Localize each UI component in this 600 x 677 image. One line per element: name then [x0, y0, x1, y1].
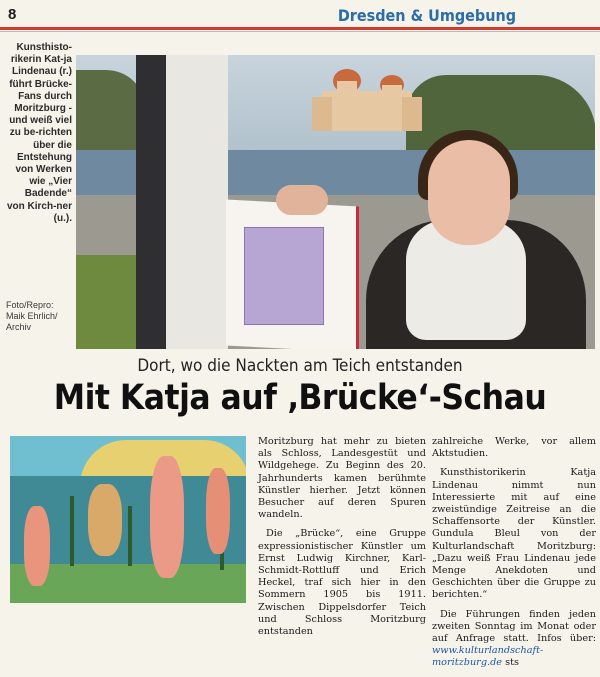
paragraph-text: Die Führungen finden jeden zweiten Sonntag im Monat oder auf Anfrage statt. Infos über: — [432, 608, 596, 645]
photo-credit: Foto/Repro: Maik Ehrlich/ Archiv — [6, 300, 58, 332]
article-subtitle: Dort, wo die Nackten am Teich entstanden — [137, 356, 463, 376]
main-photo — [76, 55, 595, 349]
photo-caption: Kunsthisto-rikerin Kat-ja Lindenau (r.) führt Brücke-Fans durch Moritzburg - und weiß viel zu be-richten über die Entstehung von Werken wie „Vier Badende“ von Kirch-ner (u.). — [6, 42, 72, 224]
header-rule — [0, 27, 600, 30]
paragraph — [432, 609, 596, 670]
article-headline: Mit Katja auf ‚Brücke‘-Schau — [53, 378, 547, 418]
author-initials: sts — [505, 657, 519, 669]
painting-image — [10, 436, 246, 603]
article-column-2 — [258, 436, 426, 645]
paragraph: zahlreiche Werke, vor allem Aktstudien. — [432, 436, 596, 460]
paragraph: Moritzburg hat mehr zu bieten als Schloss, Landesgestüt und Wildgehege. Zu Beginn des 20. Jahrhunderts kamen berühmte Künstler hierher. Jetzt können Besucher auf deren Spuren wandeln. — [258, 436, 426, 521]
castle-illustration — [312, 63, 422, 135]
paragraph: Die „Brücke“, eine Gruppe expressionistischer Künstler um Ernst Ludwig Kirchner, Karl-Schmidt-Rottluff und Erich Heckel, traf sich hier in den Sommern 1905 bis 1911. Zwischen Dippelsdorfer Teich und Schloss Moritzburg entstanden — [258, 528, 426, 638]
section-title: Dresden & Umgebung — [337, 6, 516, 25]
page-number: 8 — [8, 6, 17, 23]
article-column-3 — [432, 436, 596, 677]
header-rule-thin — [0, 31, 600, 32]
website-link[interactable]: www.kulturlandschaft-moritzburg.de — [432, 645, 544, 669]
paragraph: Kunsthistorikerin Katja Lindenau nimmt nun Interessierte mit auf eine zweistündige Zeitreise an die Schaffensorte der Künstler. Gundula Bleul von der Kulturlandschaft Moritzburg: „Dazu weiß Frau Lindenau jede Menge Anekdoten und Geschichten über die Gruppe zu berichten.“ — [432, 467, 596, 601]
